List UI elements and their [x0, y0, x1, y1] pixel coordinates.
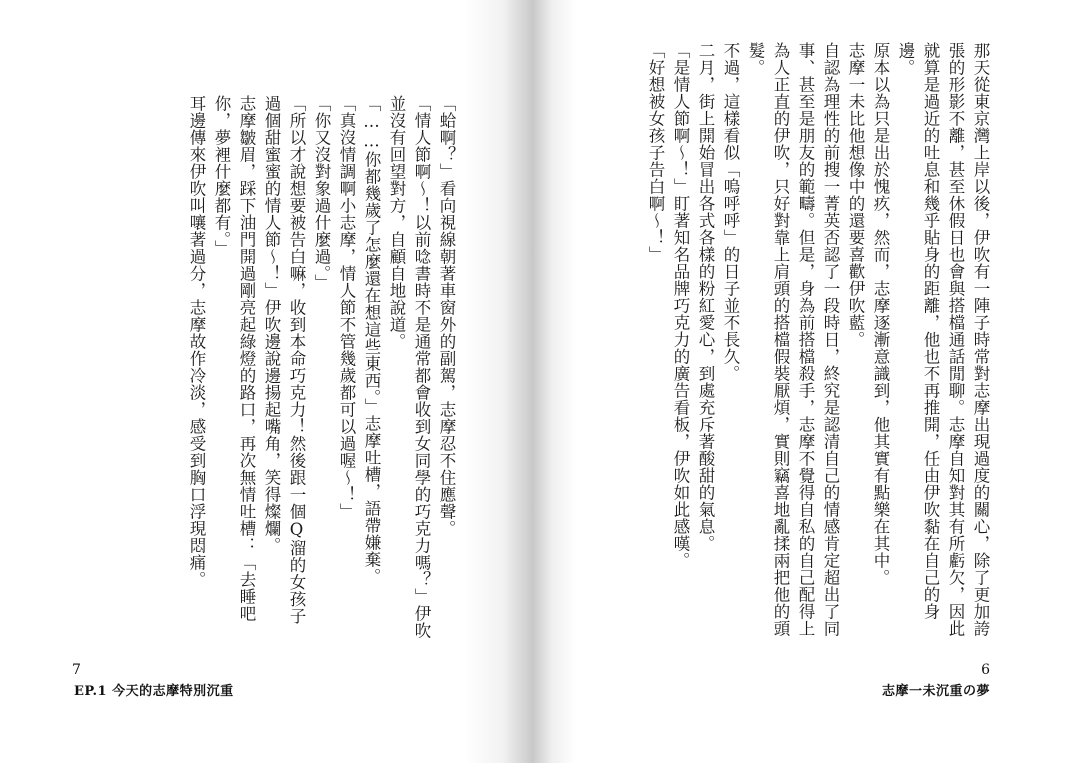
- paragraph: 「是情人節啊～！」盯著知名品牌巧克力的廣告看板，伊吹如此感嘆。: [671, 42, 690, 569]
- paragraph: 二月，街上開始冒出各式各樣的粉紅愛心，到處充斥著酸甜的氣息。: [696, 42, 715, 552]
- paragraph: 「你又沒對象過什麼過。」: [312, 95, 331, 291]
- gutter-shadow: [534, 0, 576, 763]
- page-number: 6: [981, 662, 990, 678]
- paragraph: 「……你都幾歲了怎麼還在想這些東西。」志摩吐槽，語帶嫌棄。: [362, 95, 381, 585]
- paragraph: 「情人節啊～！以前唸書時不是通常都會收到女同學的巧克力嗎？」伊吹並沒有回望對方，自顧自地說道。: [387, 95, 431, 639]
- paragraph: 志摩一未比他想像中的還要喜歡伊吹藍。: [846, 42, 865, 348]
- paragraph: 耳邊傳來伊吹叫嚷著過分，志摩故作冷淡，感受到胸口浮現悶痛。: [187, 95, 206, 588]
- running-head: 志摩一未沉重の夢: [881, 684, 990, 699]
- left-page-body: [184, 95, 459, 640]
- paragraph: 不過，這樣看似「嗚呼呼」的日子並不長久。: [721, 42, 740, 382]
- paragraph: 自認為理性的前搜一菁英否認了一段時日，終究是認清自己的情感肯定超出了同事、甚至是朋友的範疇。但是，身為前搭檔殺手，志摩不覺得自私的自己配得上為人正直的伊吹，只好對靠上肩頭的搭檔假裝厭煩，實則竊喜地亂揉兩把他的頭髮。: [746, 42, 840, 637]
- right-page: [534, 0, 1068, 763]
- paragraph: 「蛤啊？」看向視線朝著車窗外的副駕，志摩忍不住應聲。: [437, 95, 456, 537]
- paragraph: 「真沒情調啊小志摩，情人節不管幾歲都可以過喔～！」: [337, 95, 356, 520]
- paragraph: 「好想被女孩子告白啊～！」: [646, 42, 665, 263]
- gutter-shadow: [464, 0, 534, 763]
- paragraph: 「所以才說想要被告白嘛，收到本命巧克力！然後跟一個Q溜的女孩子過個甜蜜蜜的情人節～！」伊吹邊說邊揚起嘴角，笑得燦爛。: [262, 95, 306, 625]
- paragraph: 原本以為只是出於愧疚，然而，志摩逐漸意識到，他其實有點樂在其中。: [871, 42, 890, 586]
- paragraph: 那天從東京灣上岸以後，伊吹有一陣子時常對志摩出現過度的關心，除了更加誇張的形影不離，甚至休假日也會與搭檔通話閒聊。志摩自知對其有所虧欠，因此就算是過近的吐息和幾乎貼身的距離，他也不再推開，任由伊吹黏在自己的身邊。: [896, 42, 990, 637]
- running-head: EP.1 今天的志摩特別沉重: [74, 684, 234, 699]
- page-number: 7: [72, 662, 81, 678]
- right-page-body: [643, 42, 993, 637]
- paragraph: 志摩皺眉，踩下油門開過剛亮起綠燈的路口，再次無情吐槽：「去睡吧你，夢裡什麼都有。」: [212, 95, 256, 622]
